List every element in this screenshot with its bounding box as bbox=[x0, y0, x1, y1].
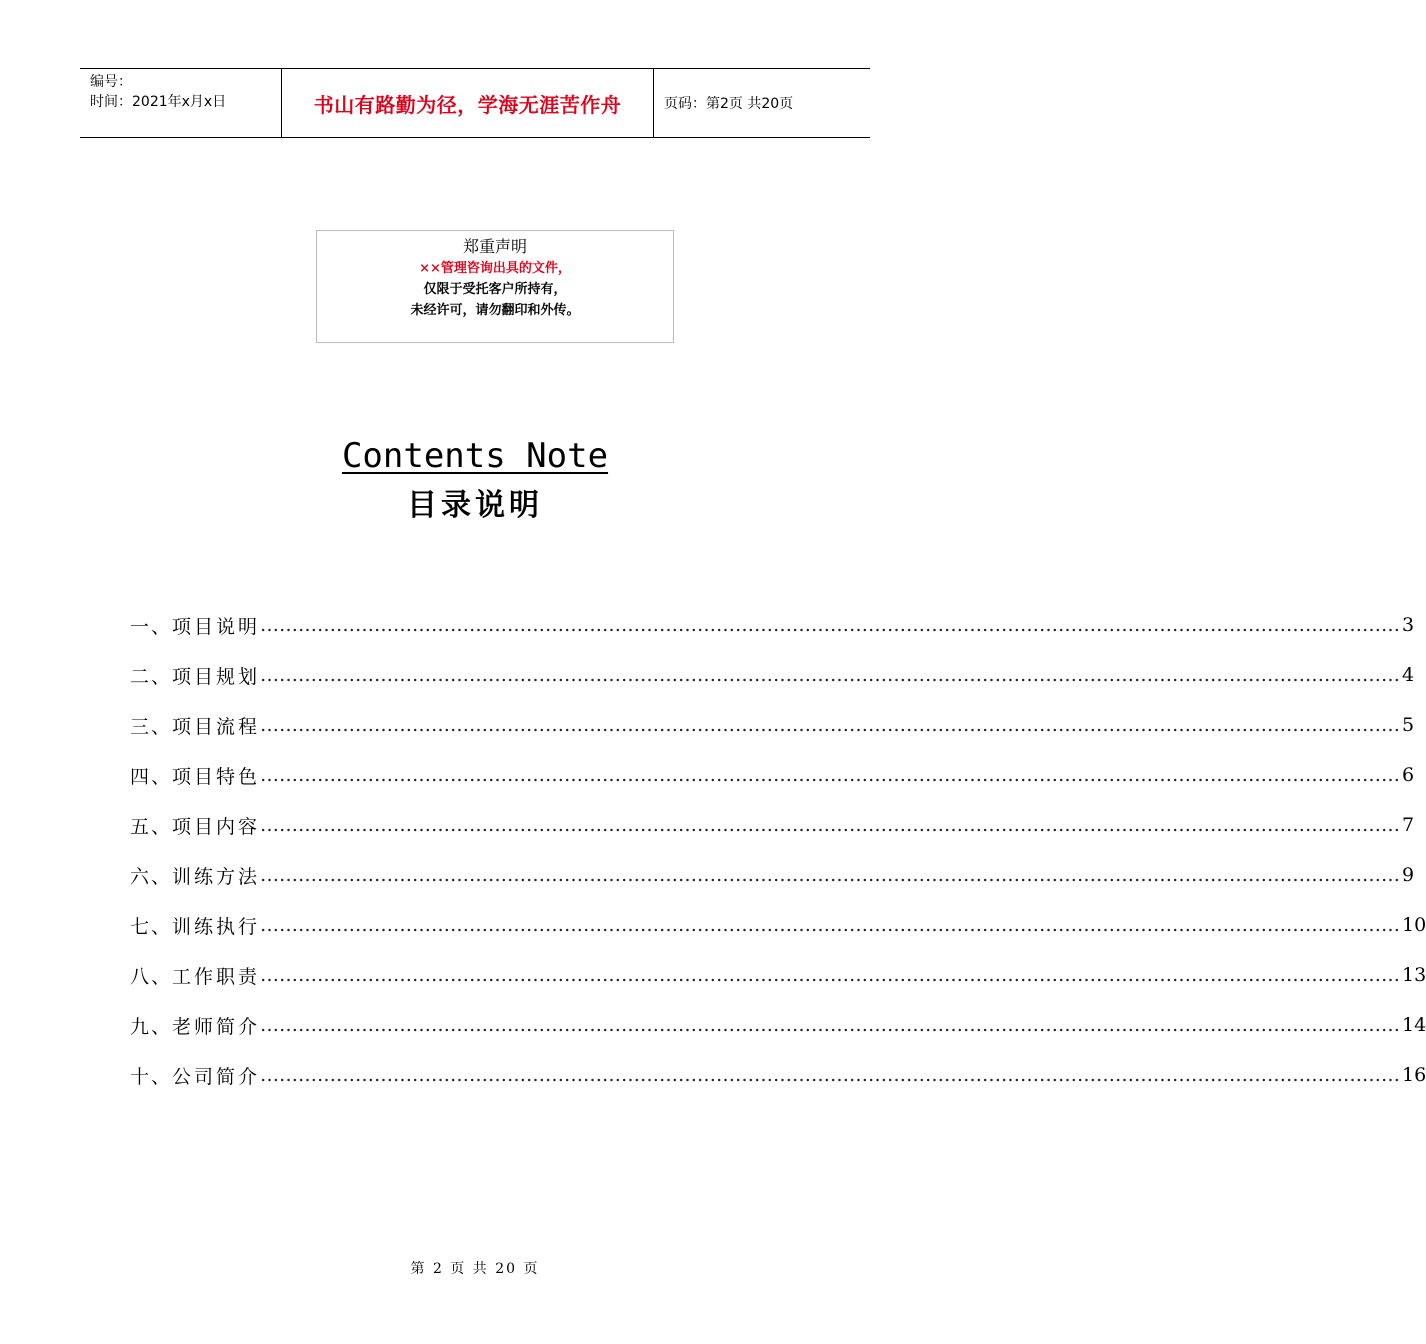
toc-item[interactable] bbox=[130, 950, 1426, 1000]
toc-item[interactable] bbox=[130, 850, 1415, 900]
toc-item-page: 5 bbox=[1402, 714, 1415, 736]
toc-dot-leader: ……………………………………………………………………………………………………………………………………………………………… bbox=[260, 714, 1401, 736]
toc-item-page: 16 bbox=[1402, 1064, 1426, 1086]
toc-item[interactable] bbox=[130, 650, 1415, 700]
table-of-contents bbox=[130, 600, 1426, 1100]
toc-dot-leader: ……………………………………………………………………………………………………………………………………………………………… bbox=[260, 614, 1401, 636]
disclaimer-line-1: ××管理咨询出具的文件， bbox=[419, 261, 571, 276]
toc-item[interactable] bbox=[130, 900, 1426, 950]
toc-item[interactable] bbox=[130, 600, 1415, 650]
toc-item-number: 二、 bbox=[130, 665, 173, 688]
toc-item-number: 八、 bbox=[130, 965, 173, 988]
disclaimer-title: 郑重声明 bbox=[462, 237, 527, 256]
toc-item[interactable] bbox=[130, 1050, 1426, 1100]
toc-item[interactable] bbox=[130, 800, 1415, 850]
disclaimer-box bbox=[316, 230, 674, 343]
page-header bbox=[80, 68, 870, 138]
toc-item-label: 项目规划 bbox=[172, 665, 261, 688]
header-motto: 书山有路勤为径，学海无涯苦作舟 bbox=[282, 69, 654, 137]
toc-item-number: 三、 bbox=[130, 715, 173, 738]
toc-item-page: 4 bbox=[1402, 664, 1415, 686]
toc-item-number: 六、 bbox=[130, 865, 173, 888]
document-number: 编号： bbox=[90, 74, 132, 90]
header-meta bbox=[80, 69, 282, 137]
toc-item-page: 14 bbox=[1402, 1014, 1426, 1036]
toc-item-label: 项目内容 bbox=[172, 815, 261, 838]
toc-dot-leader: ……………………………………………………………………………………………………………………………………………………………… bbox=[260, 864, 1401, 886]
toc-item-number: 四、 bbox=[130, 765, 173, 788]
toc-item-page: 13 bbox=[1402, 964, 1426, 986]
toc-item-label: 项目说明 bbox=[172, 615, 261, 638]
toc-item-label: 老师简介 bbox=[172, 1015, 261, 1038]
toc-dot-leader: ……………………………………………………………………………………………………………………………………………………………… bbox=[260, 1064, 1401, 1086]
toc-item[interactable] bbox=[130, 750, 1415, 800]
page-footer: 第 2 页 共 20 页 bbox=[410, 1261, 540, 1277]
disclaimer-line-3: 未经许可，请勿翻印和外传。 bbox=[410, 303, 580, 318]
toc-item-number: 一、 bbox=[130, 615, 173, 638]
toc-item-number: 七、 bbox=[130, 915, 173, 938]
toc-dot-leader: ……………………………………………………………………………………………………………………………………………………………… bbox=[260, 764, 1401, 786]
toc-item[interactable] bbox=[130, 700, 1415, 750]
toc-item-label: 训练执行 bbox=[172, 915, 261, 938]
toc-item-page: 3 bbox=[1402, 614, 1415, 636]
toc-item-label: 项目特色 bbox=[172, 765, 261, 788]
toc-item-page: 7 bbox=[1402, 814, 1415, 836]
toc-dot-leader: ……………………………………………………………………………………………………………………………………………………………… bbox=[260, 1014, 1401, 1036]
toc-item-page: 10 bbox=[1402, 914, 1426, 936]
title-english: Contents Note bbox=[341, 436, 609, 476]
toc-item-number: 十、 bbox=[130, 1065, 173, 1088]
header-page-info: 页码：第2页 共20页 bbox=[664, 96, 794, 112]
disclaimer-line-2: 仅限于受托客户所持有， bbox=[423, 282, 567, 297]
title-chinese: 目录说明 bbox=[407, 488, 543, 523]
toc-dot-leader: ……………………………………………………………………………………………………………………………………………………………… bbox=[260, 664, 1401, 686]
document-date: 时间：2021年x月x日 bbox=[90, 94, 227, 110]
toc-item-label: 训练方法 bbox=[172, 865, 261, 888]
toc-item-number: 九、 bbox=[130, 1015, 173, 1038]
toc-item-label: 工作职责 bbox=[172, 965, 261, 988]
toc-dot-leader: ……………………………………………………………………………………………………………………………………………………………… bbox=[260, 814, 1401, 836]
toc-item-number: 五、 bbox=[130, 815, 173, 838]
toc-dot-leader: ……………………………………………………………………………………………………………………………………………………………… bbox=[260, 964, 1401, 986]
toc-dot-leader: ……………………………………………………………………………………………………………………………………………………………… bbox=[260, 914, 1401, 936]
toc-item-label: 项目流程 bbox=[172, 715, 261, 738]
toc-item-page: 6 bbox=[1402, 764, 1415, 786]
toc-item[interactable] bbox=[130, 1000, 1426, 1050]
toc-item-label: 公司简介 bbox=[172, 1065, 261, 1088]
toc-item-page: 9 bbox=[1402, 864, 1415, 886]
